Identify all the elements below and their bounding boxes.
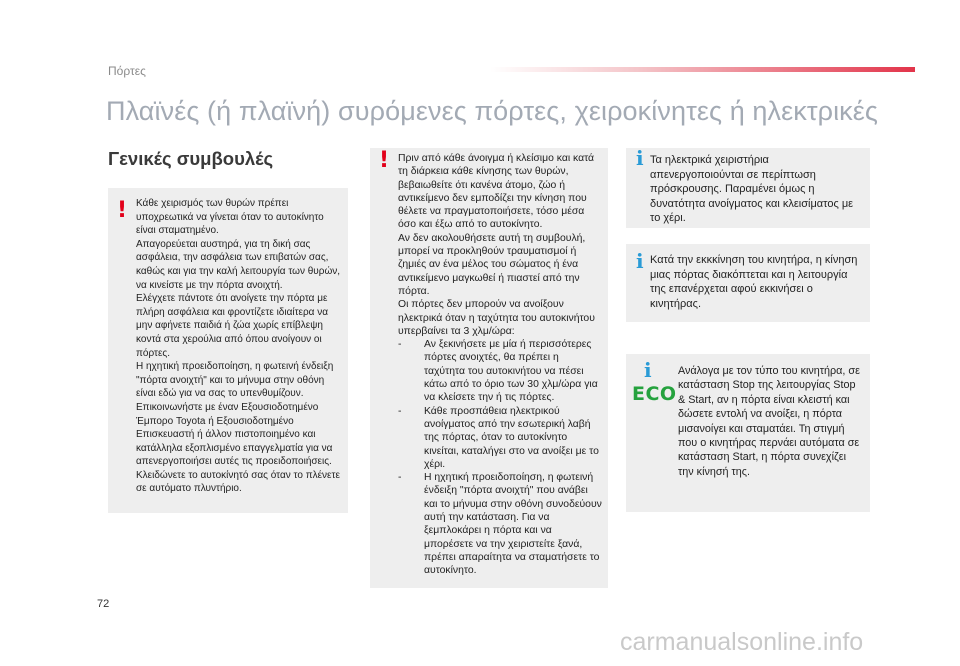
paragraph: Κατά την εκκκίνηση του κινητήρα, η κίνηση μιας πόρτας διακόπτεται και η λειτουργία της επανέρχεται αφού εκκινήσει ο κινητήρας. — [650, 254, 858, 310]
list-item: - Κάθε προσπάθεια ηλεκτρικού ανοίγματος από την εσωτερική λαβή της πόρτας, όταν το αυτοκίνητο κινείται, καταλήγει στο να ανοίξει με το χέρι. — [398, 405, 602, 471]
paragraph: Τα ηλεκτρικά χειριστήρια απενεργοποιούνται σε περίπτωση πρόσκρουσης. Παραμένει όμως η δυνατότητα ανοίγματος και κλεισίματος με το χέρι. — [650, 154, 854, 224]
list-item: - Η ηχητική προειδοποίηση, η φωτεινή ένδειξη "πόρτα ανοιχτή" που ανάβει και το μήνυμα στην οθόνη συνοδεύουν αυτή την κατάσταση. Για να ξεμπλοκάρει η πόρτα και να μπορέσετε να την χειριστείτε ξανά, πρέπει απαραίτητα να σταματήσετε το αυτοκίνητο. — [398, 471, 602, 577]
info-icon: i — [636, 249, 644, 273]
list-item: - Αν ξεκινήσετε με μία ή περισσότερες πόρτες ανοιχτές, θα πρέπει η ταχύτητα του αυτοκινήτου να πέσει κάτω από το όριο των 30 χλμ/ώρα για να κλείσετε την ή τις πόρτες. — [398, 338, 602, 404]
paragraph: Η ηχητική προειδοποίηση, η φωτεινή ένδειξη "πόρτα ανοιχτή" και το μήνυμα στην οθόνη είναι εδώ για να σας το υπενθυμίζουν. — [136, 361, 334, 400]
info-box-impact — [626, 148, 870, 228]
paragraph: Ανάλογα με τον τύπο του κινητήρα, σε κατάσταση Stop της λειτουργίας Stop & Start, αν η πόρτα είναι κλειστή και δώσετε εντολή να ανοίξει, η πόρτα μισανοίγει και σταματάει. Τη στιγμή που ο κινητήρας περνάει αυτόματα σε κατάσταση Start, η πόρτα συνεχίζει την κίνησή της. — [678, 365, 860, 478]
warning-box-operation — [370, 148, 608, 588]
paragraph: Επικοινωνήστε με έναν Εξουσιοδοτημένο Έμπορο Toyota ή Εξουσιοδοτημένο Επισκευαστή ή άλλον πιστοποιημένο και κατάλληλα εξοπλισμένο επαγγελματία για να απενεργοποιήσει αυτές τις προειδοποιήσεις. — [136, 401, 333, 468]
eco-icon: ECO — [632, 383, 677, 405]
watermark: carmanualsonline.info — [620, 628, 864, 656]
page-title: Πλαϊνές (ή πλαϊνή) συρόμενες πόρτες, χειροκίνητες ή ηλεκτρικές — [106, 96, 879, 126]
header-gradient-bar — [490, 67, 915, 72]
paragraph: Πριν από κάθε άνοιγμα ή κλείσιμο και κατά τη διάρκεια κάθε κίνησης των θυρών, βεβαιωθείτε ότι κανένα άτομο, ζώο ή αντικείμενο δεν εμποδίζει την κίνηση που θέλετε να πραγματοποιήσετε, τόσο μέσα όσο και έξω από το αυτοκίνητο. — [398, 153, 595, 231]
paragraph: Κλειδώνετε το αυτοκίνητό σας όταν το πλένετε σε αυτόματο πλυντήριο. — [136, 469, 340, 495]
page-number: 72 — [97, 598, 110, 610]
paragraph: Αν δεν ακολουθήσετε αυτή τη συμβουλή, μπορεί να προκληθούν τραυματισμοί ή ζημιές αν ένα μέλος του σώματος ή ένα αντικείμενο μαγκωθεί ή πιαστεί από την πόρτα. — [398, 232, 586, 297]
paragraph: Οι πόρτες δεν μπορούν να ανοίξουν ηλεκτρικά όταν η ταχύτητα του αυτοκινήτου υπερβαίνει τα 3 χλμ/ώρα: — [398, 299, 595, 337]
header-section-label: Πόρτες — [108, 64, 146, 78]
warning-icon: ! — [117, 198, 128, 223]
info-box-engine-start — [626, 244, 870, 322]
paragraph: Ελέγχετε πάντοτε ότι ανοίγετε την πόρτα με πλήρη ασφάλεια και φροντίζετε ιδιαίτερα να μην αφήνετε παιδιά ή ζώα χωρίς επίβλεψη κοντά στα χερούλια από όπου ανοίγουν οι πόρτες. — [136, 293, 329, 359]
info-icon: i — [644, 358, 652, 382]
section-heading: Γενικές συμβουλές — [108, 148, 274, 169]
warning-icon: ! — [379, 148, 390, 173]
bullet-list — [398, 338, 602, 577]
info-box-stop-start — [626, 354, 870, 512]
paragraph: Απαγορεύεται αυστηρά, για τη δική σας ασφάλεια, την ασφάλεια των επιβατών σας, καθώς και για την καλή λειτουργία των θυρών, να κινείστε με την πόρτα ανοιχτή. — [136, 238, 341, 291]
info-icon: i — [636, 146, 644, 170]
paragraph: Κάθε χειρισμός των θυρών πρέπει υποχρεωτικά να γίνεται όταν το αυτοκίνητο είναι σταματημένο. — [136, 198, 324, 237]
warning-box-general — [108, 188, 348, 513]
